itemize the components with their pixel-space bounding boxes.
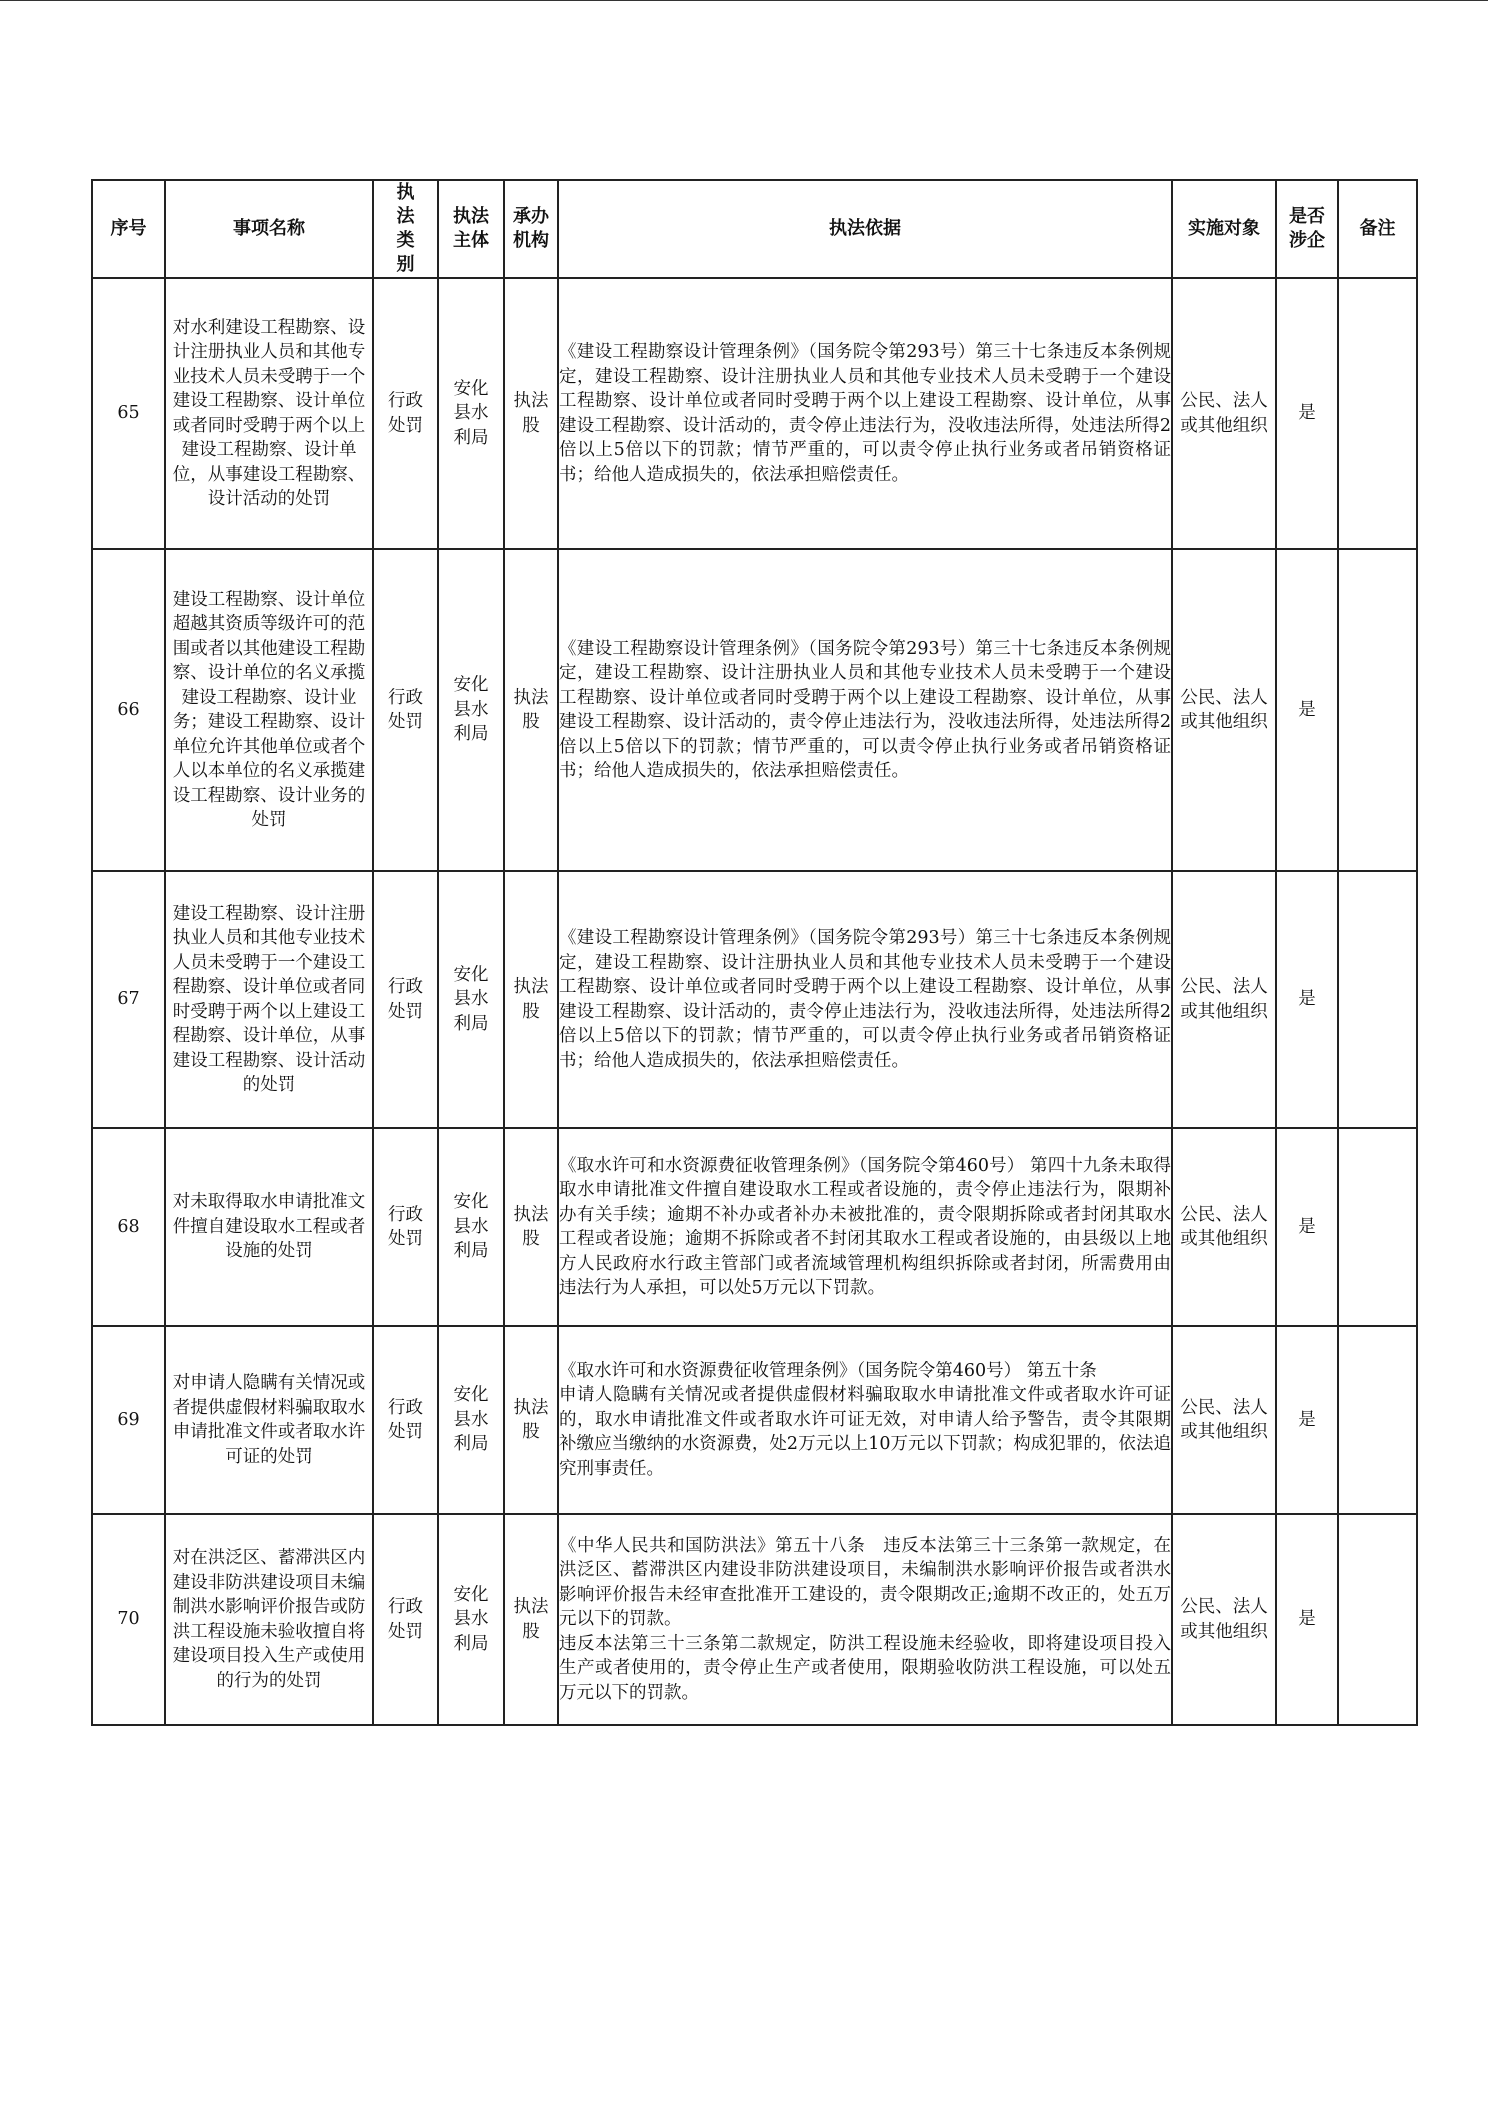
- header-seq: 序号: [92, 180, 165, 278]
- cell-subject: 安化县水利局: [438, 278, 504, 549]
- cell-org: 执法股: [504, 278, 558, 549]
- cell-name: 对在洪泛区、蓄滞洪区内建设非防洪建设项目未编制洪水影响评价报告或防洪工程设施未验收擅自将建设项目投入生产或使用的行为的处罚: [165, 1514, 373, 1725]
- enforcement-table: [91, 179, 1418, 1726]
- table-row: [92, 1514, 1417, 1725]
- table-row: [92, 278, 1417, 549]
- table-row: [92, 871, 1417, 1128]
- cell-category: 行政处罚: [373, 1326, 438, 1514]
- cell-org: 执法股: [504, 1514, 558, 1725]
- cell-target: 公民、法人或其他组织: [1172, 1128, 1276, 1326]
- cell-basis: 《取水许可和水资源费征收管理条例》（国务院令第460号） 第四十九条未取得取水申请批准文件擅自建设取水工程或者设施的，责令停止违法行为，限期补办有关手续；逾期不补办或者补办未被批准的，责令限期拆除或者封闭其取水工程或者设施；逾期不拆除或者不封闭其取水工程或者设施的，由县级以上地方人民政府水行政主管部门或者流域管理机构组织拆除或者封闭，所需费用由违法行为人承担，可以处5万元以下罚款。: [558, 1128, 1172, 1326]
- header-basis: 执法依据: [558, 180, 1172, 278]
- cell-enterprise: 是: [1276, 549, 1338, 871]
- table-row: [92, 1326, 1417, 1514]
- header-target: 实施对象: [1172, 180, 1276, 278]
- cell-basis: 《取水许可和水资源费征收管理条例》（国务院令第460号） 第五十条 申请人隐瞒有关情况或者提供虚假材料骗取取水申请批准文件或者取水许可证的，取水申请批准文件或者取水许可证无效，对申请人给予警告，责令其限期补缴应当缴纳的水资源费，处2万元以上10万元以下罚款；构成犯罪的，依法追究刑事责任。: [558, 1326, 1172, 1514]
- cell-seq: 70: [92, 1514, 165, 1725]
- cell-category: 行政处罚: [373, 1128, 438, 1326]
- header-remark: 备注: [1338, 180, 1417, 278]
- cell-remark: [1338, 1128, 1417, 1326]
- cell-org: 执法股: [504, 1128, 558, 1326]
- cell-category: 行政处罚: [373, 549, 438, 871]
- cell-name: 建设工程勘察、设计单位超越其资质等级许可的范围或者以其他建设工程勘察、设计单位的名义承揽建设工程勘察、设计业务；建设工程勘察、设计单位允许其他单位或者个人以本单位的名义承揽建设工程勘察、设计业务的处罚: [165, 549, 373, 871]
- cell-seq: 68: [92, 1128, 165, 1326]
- cell-subject: 安化县水利局: [438, 1514, 504, 1725]
- table-header-row: [92, 180, 1417, 278]
- cell-subject: 安化县水利局: [438, 1128, 504, 1326]
- cell-subject: 安化县水利局: [438, 1326, 504, 1514]
- header-enterprise: 是否涉企: [1276, 180, 1338, 278]
- cell-target: 公民、法人或其他组织: [1172, 1514, 1276, 1725]
- cell-enterprise: 是: [1276, 1128, 1338, 1326]
- page-top-border: [0, 0, 1488, 1]
- cell-target: 公民、法人或其他组织: [1172, 1326, 1276, 1514]
- cell-seq: 65: [92, 278, 165, 549]
- cell-seq: 69: [92, 1326, 165, 1514]
- cell-name: 对申请人隐瞒有关情况或者提供虚假材料骗取取水申请批准文件或者取水许可证的处罚: [165, 1326, 373, 1514]
- cell-basis: 《建设工程勘察设计管理条例》（国务院令第293号）第三十七条违反本条例规定，建设工程勘察、设计注册执业人员和其他专业技术人员未受聘于一个建设工程勘察、设计单位或者同时受聘于两个以上建设工程勘察、设计单位，从事建设工程勘察、设计活动的，责令停止违法行为，没收违法所得，处违法所得2倍以上5倍以下的罚款；情节严重的，可以责令停止执行业务或者吊销资格证书；给他人造成损失的，依法承担赔偿责任。: [558, 871, 1172, 1128]
- cell-seq: 67: [92, 871, 165, 1128]
- cell-category: 行政处罚: [373, 1514, 438, 1725]
- cell-target: 公民、法人或其他组织: [1172, 278, 1276, 549]
- cell-basis: 《建设工程勘察设计管理条例》（国务院令第293号）第三十七条违反本条例规定，建设工程勘察、设计注册执业人员和其他专业技术人员未受聘于一个建设工程勘察、设计单位或者同时受聘于两个以上建设工程勘察、设计单位，从事建设工程勘察、设计活动的，责令停止违法行为，没收违法所得，处违法所得2倍以上5倍以下的罚款；情节严重的，可以责令停止执行业务或者吊销资格证书；给他人造成损失的，依法承担赔偿责任。: [558, 549, 1172, 871]
- cell-enterprise: 是: [1276, 1514, 1338, 1725]
- cell-enterprise: 是: [1276, 1326, 1338, 1514]
- table-row: [92, 549, 1417, 871]
- cell-org: 执法股: [504, 871, 558, 1128]
- cell-org: 执法股: [504, 549, 558, 871]
- header-org: 承办机构: [504, 180, 558, 278]
- cell-seq: 66: [92, 549, 165, 871]
- cell-subject: 安化县水利局: [438, 549, 504, 871]
- cell-target: 公民、法人或其他组织: [1172, 549, 1276, 871]
- table-row: [92, 1128, 1417, 1326]
- header-subject: 执法主体: [438, 180, 504, 278]
- cell-enterprise: 是: [1276, 871, 1338, 1128]
- cell-basis: 《中华人民共和国防洪法》第五十八条 违反本法第三十三条第一款规定，在洪泛区、蓄滞洪区内建设非防洪建设项目，未编制洪水影响评价报告或者洪水影响评价报告未经审查批准开工建设的，责令限期改正;逾期不改正的，处五万元以下的罚款。 违反本法第三十三条第二款规定，防洪工程设施未经验收，即将建设项目投入生产或者使用的，责令停止生产或者使用，限期验收防洪工程设施，可以处五万元以下的罚款。: [558, 1514, 1172, 1725]
- cell-remark: [1338, 549, 1417, 871]
- cell-remark: [1338, 1326, 1417, 1514]
- cell-remark: [1338, 278, 1417, 549]
- cell-category: 行政处罚: [373, 871, 438, 1128]
- cell-remark: [1338, 871, 1417, 1128]
- cell-category: 行政处罚: [373, 278, 438, 549]
- cell-target: 公民、法人或其他组织: [1172, 871, 1276, 1128]
- cell-org: 执法股: [504, 1326, 558, 1514]
- cell-remark: [1338, 1514, 1417, 1725]
- header-name: 事项名称: [165, 180, 373, 278]
- header-category: 执法类别: [373, 180, 438, 278]
- cell-basis: 《建设工程勘察设计管理条例》（国务院令第293号）第三十七条违反本条例规定，建设工程勘察、设计注册执业人员和其他专业技术人员未受聘于一个建设工程勘察、设计单位或者同时受聘于两个以上建设工程勘察、设计单位，从事建设工程勘察、设计活动的，责令停止违法行为，没收违法所得，处违法所得2倍以上5倍以下的罚款；情节严重的，可以责令停止执行业务或者吊销资格证书；给他人造成损失的，依法承担赔偿责任。: [558, 278, 1172, 549]
- cell-name: 对未取得取水申请批准文件擅自建设取水工程或者设施的处罚: [165, 1128, 373, 1326]
- cell-name: 建设工程勘察、设计注册执业人员和其他专业技术人员未受聘于一个建设工程勘察、设计单位或者同时受聘于两个以上建设工程勘察、设计单位，从事建设工程勘察、设计活动的处罚: [165, 871, 373, 1128]
- cell-enterprise: 是: [1276, 278, 1338, 549]
- cell-name: 对水利建设工程勘察、设计注册执业人员和其他专业技术人员未受聘于一个建设工程勘察、设计单位或者同时受聘于两个以上建设工程勘察、设计单位，从事建设工程勘察、设计活动的处罚: [165, 278, 373, 549]
- cell-subject: 安化县水利局: [438, 871, 504, 1128]
